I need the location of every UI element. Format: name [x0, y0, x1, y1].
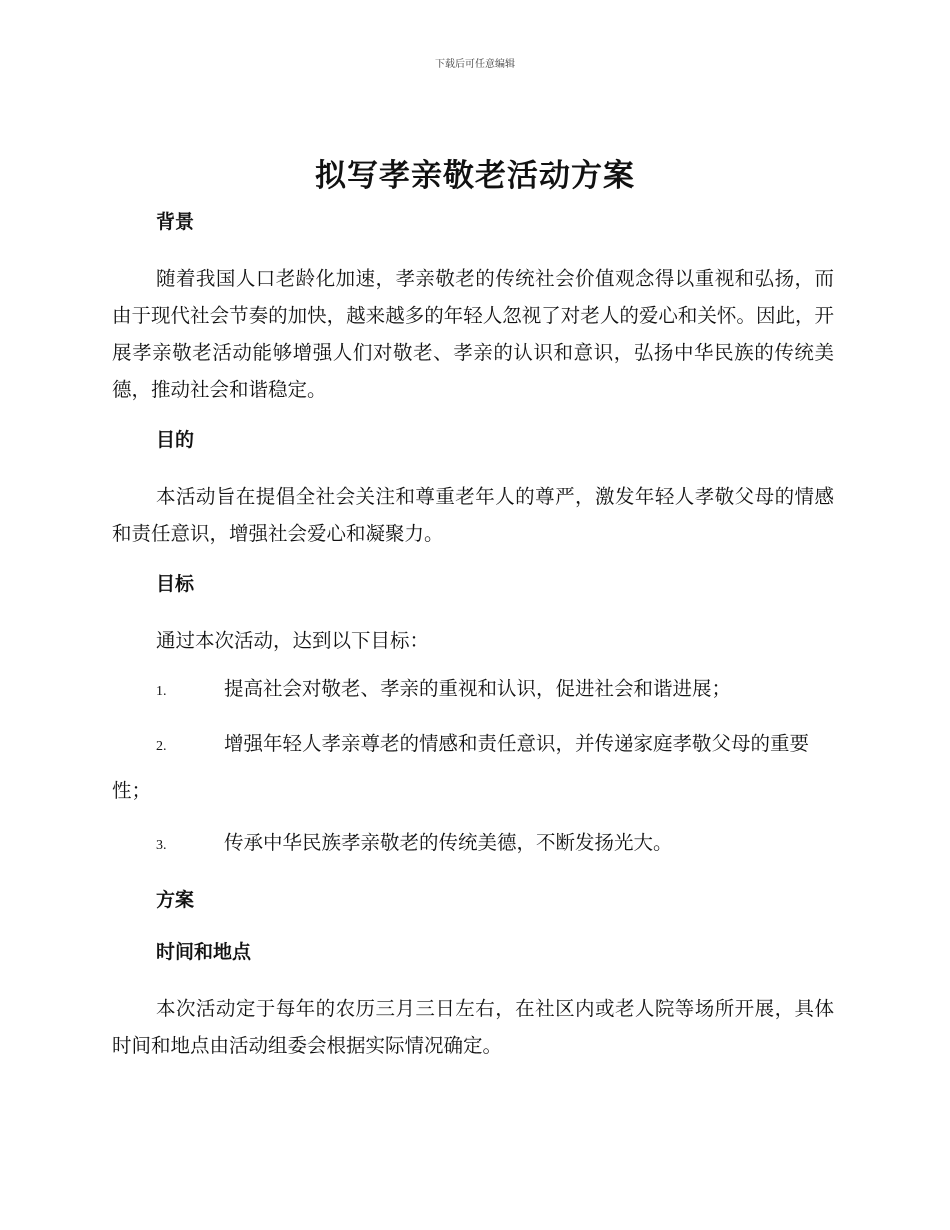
- goal-item: [112, 722, 834, 813]
- heading-goals: 目标: [156, 573, 195, 595]
- goal-text: 增强年轻人孝亲尊老的情感和责任意识，并传递家庭孝敬父母的重要性；: [112, 732, 810, 802]
- paragraph-time-place: 本次活动定于每年的农历三月三日左右，在社区内或老人院等场所开展，具体时间和地点由活动组委会根据实际情况确定。: [112, 997, 834, 1057]
- goal-item: [112, 821, 834, 868]
- paragraph-goals-intro: 通过本次活动，达到以下目标：: [156, 629, 430, 652]
- heading-plan: 方案: [156, 889, 195, 911]
- paragraph-purpose: 本活动旨在提倡全社会关注和尊重老年人的尊严，激发年轻人孝敬父母的情感和责任意识，增强社会爱心和凝聚力。: [112, 485, 834, 545]
- heading-background: 背景: [156, 211, 195, 233]
- header-note: 下载后可任意编辑: [435, 59, 515, 70]
- document-title: 拟写孝亲敬老活动方案: [315, 158, 635, 194]
- subheading-time-place: 时间和地点: [156, 941, 252, 963]
- heading-purpose: 目的: [156, 429, 195, 451]
- goal-text: 传承中华民族孝亲敬老的传统美德，不断发扬光大。: [224, 831, 673, 854]
- goal-number: 1.: [156, 684, 167, 699]
- goal-text: 提高社会对敬老、孝亲的重视和认识，促进社会和谐进展；: [224, 677, 732, 700]
- document-body: [112, 200, 834, 1064]
- goal-number: 3.: [156, 838, 167, 853]
- goal-number: 2.: [156, 739, 167, 754]
- goal-item: [112, 667, 834, 714]
- paragraph-background: 随着我国人口老龄化加速，孝亲敬老的传统社会价值观念得以重视和弘扬，而由于现代社会节奏的加快，越来越多的年轻人忽视了对老人的爱心和关怀。因此，开展孝亲敬老活动能够增强人们对敬老、孝亲的认识和意识，弘扬中华民族的传统美德，推动社会和谐稳定。: [112, 267, 834, 401]
